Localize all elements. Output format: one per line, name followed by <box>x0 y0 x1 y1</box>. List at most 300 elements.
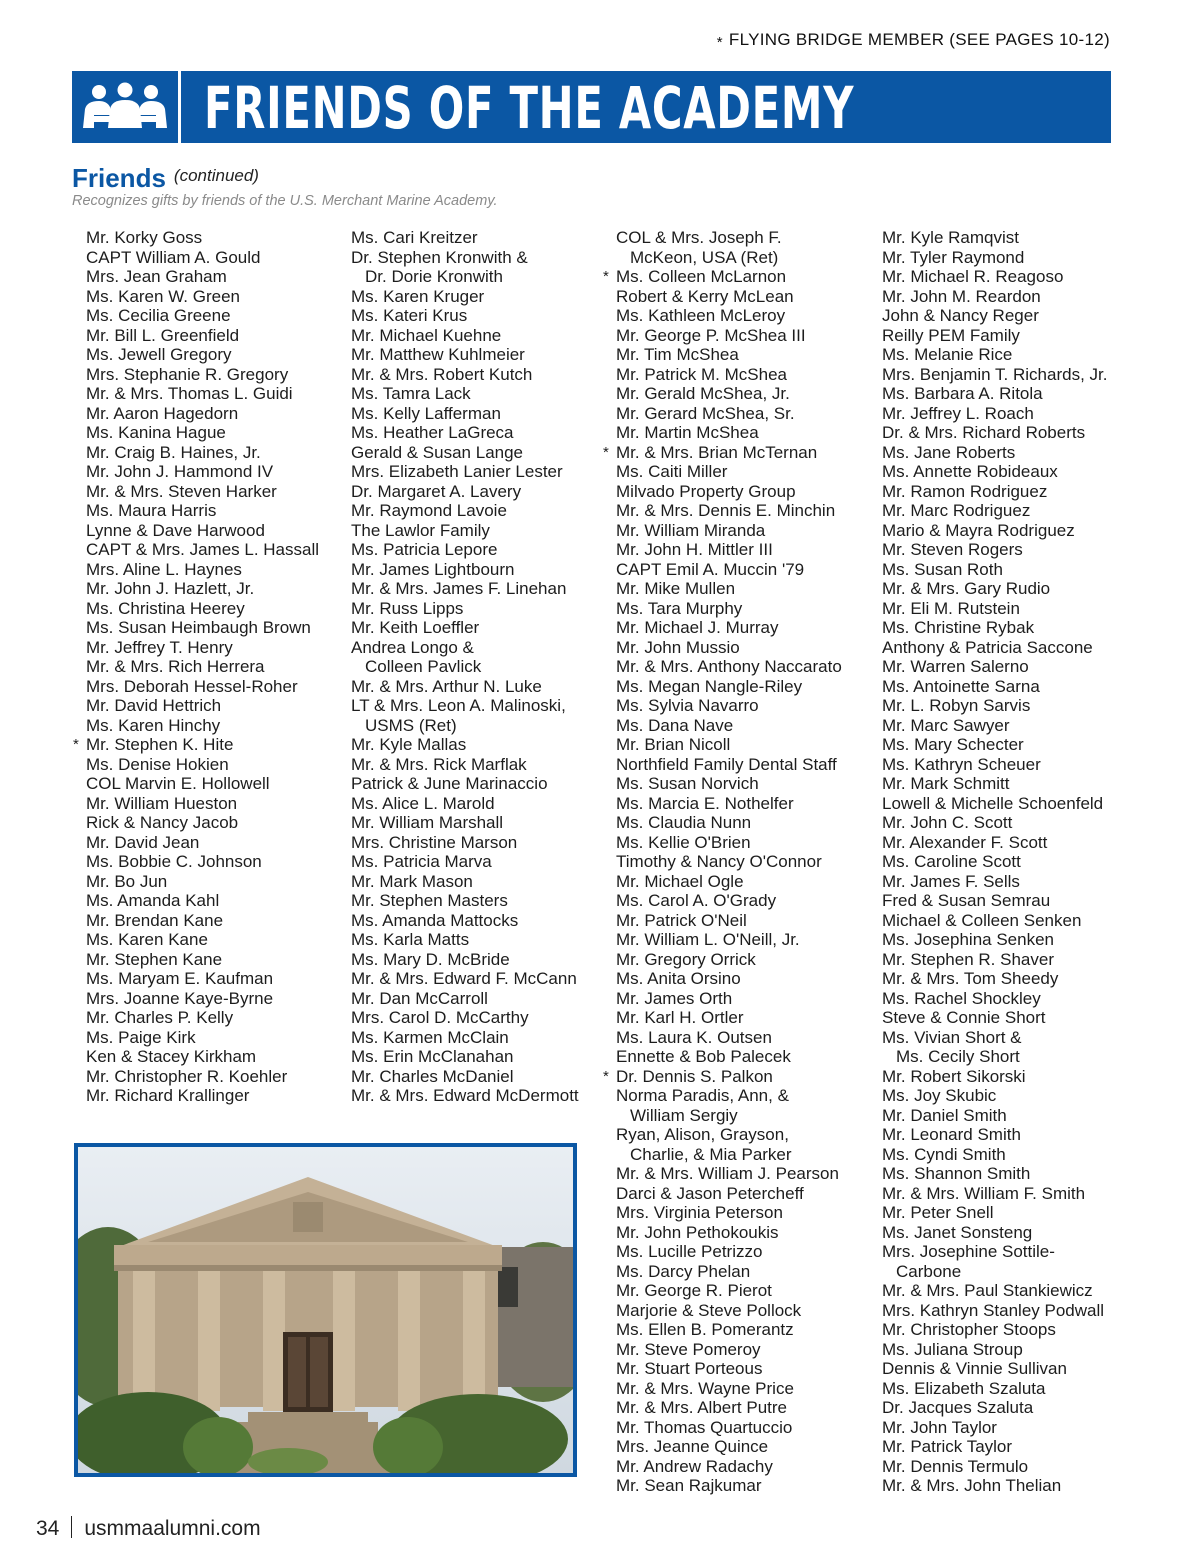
donor-name-text: Mr. Sean Rajkumar <box>616 1476 762 1495</box>
donor-name-text: CAPT & Mrs. James L. Hassall <box>86 540 320 559</box>
donor-name-text: Mr. Tim McShea <box>616 345 739 364</box>
donor-name-text: Mr. William L. O'Neill, Jr. <box>616 930 800 949</box>
donor-name-text: Mr. L. Robyn Sarvis <box>882 696 1031 715</box>
donor-name-text: Patrick & June Marinaccio <box>351 774 548 793</box>
donor-name <box>616 579 842 599</box>
donor-name <box>882 1106 1107 1126</box>
donor-name-text: Ennette & Bob Palecek <box>616 1047 791 1066</box>
donor-name-text: Mr. James Lightbourn <box>351 559 515 579</box>
footer-divider <box>71 1516 72 1538</box>
donor-name <box>86 755 319 775</box>
donor-name-text: Ms. Antoinette Sarna <box>882 676 1040 696</box>
donor-name <box>882 599 1107 619</box>
donor-name <box>86 560 319 580</box>
donor-name-text: Mr. John J. Hammond IV <box>86 462 274 481</box>
donor-name-text: Ms. Megan Nangle-Riley <box>616 676 803 696</box>
donor-name-text: Ms. Vivian Short & <box>882 1027 1022 1047</box>
donor-name-text: Mr. Stephen Masters <box>351 891 508 910</box>
donor-name <box>616 930 842 950</box>
group-of-people-icon <box>72 71 181 143</box>
donor-name-text: Mr. John J. Hazlett, Jr. <box>86 579 255 598</box>
donor-name-text: Mr. Patrick M. McShea <box>616 364 787 384</box>
donor-name <box>882 228 1107 248</box>
donor-name-text: Mr. Karl H. Ortler <box>616 1008 744 1027</box>
donor-name-text: Colleen Pavlick <box>365 657 482 676</box>
flying-bridge-marker: * <box>603 1067 609 1085</box>
donor-name-text: Ms. Kathleen McLeroy <box>616 306 786 325</box>
donor-name <box>86 716 319 736</box>
donor-name <box>616 911 842 931</box>
donor-name <box>86 813 319 833</box>
donor-name <box>616 1145 842 1165</box>
donor-name <box>616 872 842 892</box>
donor-name <box>351 1008 579 1028</box>
banner-title: FRIENDS OF THE ACADEMY <box>204 74 855 142</box>
donor-name-text: Mr. James Orth <box>616 988 733 1008</box>
donor-name-text: Michael & Colleen Senken <box>882 910 1082 930</box>
donor-name <box>351 813 579 833</box>
donor-name-text: Mr. & Mrs. William F. Smith <box>882 1183 1086 1203</box>
donor-name <box>86 911 319 931</box>
donor-name <box>351 989 579 1009</box>
donor-name-text: Ms. Josephina Senken <box>882 930 1054 949</box>
donor-name <box>882 384 1107 404</box>
donor-name-text: Mr. Stephen Kane <box>86 949 223 969</box>
donor-name-text: Ms. Juliana Stroup <box>882 1339 1023 1359</box>
donor-name <box>73 735 319 755</box>
donor-name-text: Ms. Janet Sonsteng <box>882 1222 1033 1242</box>
donor-name-text: Dr. & Mrs. Richard Roberts <box>882 423 1086 442</box>
donor-name-text: Mr. John Mussio <box>616 637 740 657</box>
donor-name-text: Northfield Family Dental Staff <box>616 754 837 774</box>
donor-name <box>882 579 1107 599</box>
donor-name <box>882 267 1107 287</box>
donor-name <box>616 599 842 619</box>
donor-name <box>882 365 1107 385</box>
donor-name-text: Mr. & Mrs. Edward F. McCann <box>351 969 577 988</box>
donor-name <box>882 969 1107 989</box>
donor-name-text: Mr. Leonard Smith <box>882 1125 1021 1144</box>
donor-name <box>616 521 842 541</box>
donor-name-text: Mrs. Virginia Peterson <box>616 1203 783 1222</box>
donor-name-text: Mr. & Mrs. Arthur N. Luke <box>351 676 542 696</box>
donor-name <box>882 618 1107 638</box>
donor-name-text: Ms. Rachel Shockley <box>882 988 1041 1008</box>
donor-name <box>86 1028 319 1048</box>
donor-name-text: Dr. Dorie Kronwith <box>365 267 503 286</box>
donor-name-text: Mr. Steven Rogers <box>882 540 1023 559</box>
section-continued-label: (continued) <box>173 166 259 185</box>
donor-name-text: Mr. Aaron Hagedorn <box>86 403 239 423</box>
donor-name <box>616 365 842 385</box>
donor-name <box>351 696 579 716</box>
donor-name <box>616 1203 842 1223</box>
donor-name-text: Ms. Karen Kane <box>86 930 208 949</box>
donor-name <box>882 462 1107 482</box>
flying-bridge-star: * <box>716 34 723 51</box>
donor-name <box>882 638 1107 658</box>
donor-name-text: Mr. Bo Jun <box>86 871 168 891</box>
donor-name <box>882 1223 1107 1243</box>
section-subtitle: Recognizes gifts by friends of the U.S. Merchant Marine Academy. <box>72 193 498 209</box>
donor-name <box>882 1184 1107 1204</box>
donor-name <box>882 1262 1107 1282</box>
donor-name <box>86 833 319 853</box>
donor-name-text: Mr. Stephen R. Shaver <box>882 949 1054 969</box>
donor-name <box>882 1398 1107 1418</box>
donor-name <box>86 872 319 892</box>
donor-name-text: Marjorie & Steve Pollock <box>616 1300 802 1320</box>
donor-name <box>882 501 1107 521</box>
donor-name <box>351 540 579 560</box>
donor-name <box>616 248 842 268</box>
donor-name-text: Ms. Karen W. Green <box>86 286 240 306</box>
donor-name <box>882 794 1107 814</box>
donor-name <box>351 833 579 853</box>
donor-name <box>616 969 842 989</box>
donor-name-text: Mr. & Mrs. Wayne Price <box>616 1378 794 1398</box>
donor-name-text: Ms. Alice L. Marold <box>351 793 495 813</box>
donor-name-text: Anthony & Patricia Saccone <box>882 637 1093 657</box>
section-heading <box>72 163 259 194</box>
donor-name <box>616 560 842 580</box>
donor-name <box>882 404 1107 424</box>
donor-name <box>351 657 579 677</box>
donor-name-text: Ms. Sylvia Navarro <box>616 696 759 715</box>
donor-name-text: Ms. Kateri Krus <box>351 306 468 325</box>
donor-name-text: Mr. Andrew Radachy <box>616 1456 773 1476</box>
donor-name-text: Mr. Eli M. Rutstein <box>882 598 1020 618</box>
donor-name <box>616 501 842 521</box>
donor-name-text: Reilly PEM Family <box>882 325 1020 345</box>
donor-name <box>882 852 1107 872</box>
donor-name-text: Mr. Tyler Raymond <box>882 247 1025 267</box>
donor-name <box>616 950 842 970</box>
donor-name-text: Mr. Jeffrey L. Roach <box>882 403 1034 423</box>
donor-name-text: Mrs. Carol D. McCarthy <box>351 1008 529 1027</box>
donor-name <box>616 404 842 424</box>
donor-name-text: Mr. John C. Scott <box>882 813 1013 832</box>
donor-name-text: Mrs. Deborah Hessel-Roher <box>86 676 298 696</box>
donor-name <box>882 1418 1107 1438</box>
donor-name-text: Ms. Marcia E. Nothelfer <box>616 793 794 813</box>
donor-name <box>616 618 842 638</box>
donor-name <box>616 1086 842 1106</box>
flying-bridge-marker: * <box>603 443 609 461</box>
donor-name <box>882 482 1107 502</box>
donor-name-text: Ms. Cecilia Greene <box>86 306 231 325</box>
donor-name-text: Ms. Caroline Scott <box>882 852 1021 871</box>
donor-name-text: Mr. Michael J. Murray <box>616 618 779 637</box>
donor-name <box>603 267 842 287</box>
donor-name <box>882 345 1107 365</box>
donor-name <box>86 1008 319 1028</box>
donor-name-text: Ms. Jewell Gregory <box>86 345 232 364</box>
donor-name-text: Mr. Korky Goss <box>86 228 203 247</box>
donor-name <box>351 482 579 502</box>
donor-name <box>86 794 319 814</box>
donor-name <box>86 306 319 326</box>
donor-name <box>351 306 579 326</box>
donor-name <box>882 1320 1107 1340</box>
donor-name <box>86 228 319 248</box>
donor-name-text: Ms. Mary Schecter <box>882 735 1024 754</box>
donor-name <box>351 1086 579 1106</box>
donor-name <box>616 345 842 365</box>
donor-name <box>351 872 579 892</box>
donor-name <box>351 599 579 619</box>
donor-name-text: Ms. Kanina Hague <box>86 423 226 442</box>
donor-name <box>351 228 579 248</box>
donor-name-text: Ms. Dana Nave <box>616 715 734 735</box>
donor-name-text: Mr. Steve Pomeroy <box>616 1339 761 1359</box>
donor-name <box>882 326 1107 346</box>
donor-name <box>86 462 319 482</box>
donor-name <box>616 287 842 307</box>
donor-name-text: Ms. Bobbie C. Johnson <box>86 852 262 871</box>
donor-name-text: Mr. Marc Sawyer <box>882 715 1010 735</box>
donor-name-text: Mr. & Mrs. Edward McDermott <box>351 1086 579 1105</box>
donor-name-text: Ms. Carol A. O'Grady <box>616 891 777 910</box>
donor-name <box>86 1047 319 1067</box>
donor-name <box>351 677 579 697</box>
donor-name-text: Mr. Patrick O'Neil <box>616 910 747 930</box>
donor-name-text: Mr. Bill L. Greenfield <box>86 325 240 345</box>
donor-name-text: Mr. & Mrs. Rich Herrera <box>86 657 265 676</box>
donor-name <box>86 677 319 697</box>
donor-name-text: Mr. Charles McDaniel <box>351 1066 514 1086</box>
donor-name <box>351 404 579 424</box>
donor-name-text: Ms. Jane Roberts <box>882 442 1016 462</box>
donor-name-text: Mr. John H. Mittler III <box>616 540 773 559</box>
donor-name <box>882 950 1107 970</box>
donor-name-text: Lynne & Dave Harwood <box>86 520 265 540</box>
donor-column-1 <box>73 228 320 1106</box>
donor-name-text: Mr. Gerard McShea, Sr. <box>616 403 795 423</box>
donor-name <box>616 1379 842 1399</box>
donor-name-text: Mrs. Benjamin T. Richards, Jr. <box>882 364 1108 384</box>
donor-name-text: Ms. Maura Harris <box>86 501 217 520</box>
donor-name-text: Mr. & Mrs. Paul Stankiewicz <box>882 1281 1093 1300</box>
donor-name <box>351 930 579 950</box>
donor-name <box>882 872 1107 892</box>
donor-name <box>882 696 1107 716</box>
donor-name-text: Ms. Annette Robideaux <box>882 462 1058 481</box>
donor-name-text: Ms. Laura K. Outsen <box>616 1027 772 1047</box>
donor-name <box>86 950 319 970</box>
donor-name <box>616 1281 842 1301</box>
donor-name <box>882 1203 1107 1223</box>
donor-name <box>616 1398 842 1418</box>
donor-name <box>882 1379 1107 1399</box>
donor-name <box>882 443 1107 463</box>
donor-name-text: Mr. Michael Kuehne <box>351 325 502 345</box>
donor-name <box>86 696 319 716</box>
donor-name <box>616 1340 842 1360</box>
flying-bridge-note-text: FLYING BRIDGE MEMBER (SEE PAGES 10-12) <box>728 30 1110 49</box>
donor-name <box>86 521 319 541</box>
donor-name <box>882 716 1107 736</box>
donor-name-text: Mr. Alexander F. Scott <box>882 832 1048 852</box>
donor-name-text: Mr. Brendan Kane <box>86 910 224 930</box>
donor-name <box>86 891 319 911</box>
donor-name <box>882 1437 1107 1457</box>
donor-name <box>86 989 319 1009</box>
donor-name-text: Ms. Melanie Rice <box>882 345 1013 364</box>
donor-name-text: Ms. Susan Heimbaugh Brown <box>86 618 311 637</box>
donor-name-text: Dennis & Vinnie Sullivan <box>882 1359 1067 1378</box>
donor-name <box>86 1067 319 1087</box>
donor-name-text: Dr. Jacques Szaluta <box>882 1398 1034 1417</box>
donor-name <box>616 540 842 560</box>
donor-name-text: Mr. Marc Rodriguez <box>882 501 1031 520</box>
donor-name-text: Mr. Christopher Stoops <box>882 1320 1056 1339</box>
donor-name-text: Ms. Claudia Nunn <box>616 813 752 832</box>
section-banner <box>72 71 1111 143</box>
donor-name-text: Mr. David Hettrich <box>86 696 222 715</box>
donor-name <box>351 267 579 287</box>
donor-name <box>351 891 579 911</box>
donor-name <box>603 442 842 463</box>
donor-name <box>616 228 842 248</box>
donor-name-text: Gerald & Susan Lange <box>351 442 524 462</box>
donor-name <box>86 326 319 346</box>
donor-column-3 <box>603 228 842 1496</box>
donor-name-text: Ms. Amanda Kahl <box>86 891 220 910</box>
donor-name <box>882 1086 1107 1106</box>
donor-name-text: Mr. Stuart Porteous <box>616 1359 763 1378</box>
donor-name <box>616 1242 842 1262</box>
donor-name-text: Mrs. Christine Marson <box>351 832 518 852</box>
donor-name-text: Ms. Kellie O'Brien <box>616 832 751 852</box>
donor-name <box>86 404 319 424</box>
donor-name <box>616 1008 842 1028</box>
donor-name <box>351 287 579 307</box>
donor-name-text: Mario & Mayra Rodriguez <box>882 520 1075 540</box>
donor-name <box>616 989 842 1009</box>
donor-name <box>616 1125 842 1145</box>
donor-name-text: Mr. William Miranda <box>616 520 766 540</box>
donor-name <box>882 891 1107 911</box>
donor-name <box>616 1106 842 1126</box>
donor-name-text: Mr. William Marshall <box>351 813 504 832</box>
donor-name-text: Ms. Cari Kreitzer <box>351 228 478 247</box>
donor-name-text: McKeon, USA (Ret) <box>630 247 779 267</box>
donor-name <box>351 384 579 404</box>
donor-name-text: Mr. & Mrs. John Thelian <box>882 1476 1062 1495</box>
donor-name <box>86 1086 319 1106</box>
donor-name <box>882 1145 1107 1165</box>
donor-name-text: Mrs. Jean Graham <box>86 267 227 286</box>
donor-name <box>616 1301 842 1321</box>
donor-name-text: Mr. & Mrs. Anthony Naccarato <box>616 657 842 676</box>
donor-name-text: Mr. Raymond Lavoie <box>351 501 507 520</box>
donor-name <box>882 657 1107 677</box>
donor-name-text: Ms. Karmen McClain <box>351 1027 509 1047</box>
donor-name <box>351 521 579 541</box>
donor-name-text: Mr. Warren Salerno <box>882 657 1029 676</box>
donor-name <box>882 560 1107 580</box>
donor-name <box>882 735 1107 755</box>
donor-name-text: Mr. Gregory Orrick <box>616 949 756 969</box>
donor-name <box>882 774 1107 794</box>
donor-name <box>882 833 1107 853</box>
donor-name-text: Ms. Mary D. McBride <box>351 949 510 969</box>
donor-name <box>86 579 319 599</box>
donor-name-text: Mr. Stephen K. Hite <box>86 735 234 754</box>
donor-name-text: Ms. Cecily Short <box>896 1047 1020 1066</box>
donor-name <box>616 1359 842 1379</box>
donor-name-text: Mr. Michael R. Reagoso <box>882 267 1064 286</box>
donor-name-text: Dr. Dennis S. Palkon <box>616 1066 773 1086</box>
donor-name-text: Timothy & Nancy O'Connor <box>616 852 822 871</box>
donor-name-text: Mr. John M. Reardon <box>882 286 1041 306</box>
donor-name-text: Ms. Joy Skubic <box>882 1086 997 1105</box>
donor-name-text: Ms. Tara Murphy <box>616 598 743 618</box>
donor-name <box>351 1028 579 1048</box>
donor-name <box>616 852 842 872</box>
donor-name-text: Ms. Tamra Lack <box>351 384 471 403</box>
donor-name-text: Mr. Charles P. Kelly <box>86 1008 234 1027</box>
donor-name <box>882 248 1107 268</box>
donor-name <box>351 326 579 346</box>
donor-name <box>86 423 319 443</box>
donor-name <box>616 657 842 677</box>
donor-name-text: CAPT Emil A. Muccin '79 <box>616 559 805 579</box>
donor-name-text: Mr. Kyle Ramqvist <box>882 228 1019 247</box>
donor-name-text: Mrs. Aline L. Haynes <box>86 559 242 579</box>
donor-name <box>351 1047 579 1067</box>
donor-name <box>882 813 1107 833</box>
donor-name <box>351 501 579 521</box>
donor-name-text: Ms. Caiti Miller <box>616 462 728 481</box>
donor-name-text: Mr. Dan McCarroll <box>351 988 488 1008</box>
donor-name <box>86 657 319 677</box>
donor-name <box>616 1418 842 1438</box>
donor-name-text: Mr. Robert Sikorski <box>882 1066 1026 1086</box>
donor-name <box>616 1262 842 1282</box>
donor-name-text: Dr. Margaret A. Lavery <box>351 481 522 501</box>
donor-name-text: Lowell & Michelle Schoenfeld <box>882 793 1104 813</box>
donor-name <box>882 911 1107 931</box>
donor-name-text: Mr. Peter Snell <box>882 1203 994 1222</box>
donor-name-text: Mr. Michael Ogle <box>616 871 744 891</box>
donor-name <box>351 579 579 599</box>
donor-name <box>882 1125 1107 1145</box>
donor-name <box>351 365 579 385</box>
donor-name-text: Ms. Lucille Petrizzo <box>616 1242 763 1261</box>
donor-name <box>351 423 579 443</box>
donor-name <box>616 677 842 697</box>
donor-name <box>882 1359 1107 1379</box>
donor-name <box>351 794 579 814</box>
donor-name-text: Mr. John Pethokoukis <box>616 1222 779 1242</box>
donor-name <box>351 969 579 989</box>
donor-name <box>86 287 319 307</box>
donor-name-text: Ms. Colleen McLarnon <box>616 267 787 286</box>
donor-name-text: CAPT William A. Gould <box>86 247 261 267</box>
donor-name-text: Ms. Kathryn Scheuer <box>882 754 1041 774</box>
donor-name-text: Ms. Christina Heerey <box>86 598 245 618</box>
donor-name-text: Ms. Susan Roth <box>882 559 1003 579</box>
donor-name-text: Mr. David Jean <box>86 832 200 852</box>
donor-name-text: Carbone <box>896 1261 962 1281</box>
section-title: Friends <box>72 163 166 193</box>
donor-name-text: Ms. Ellen B. Pomerantz <box>616 1320 794 1339</box>
donor-name-text: Ms. Heather LaGreca <box>351 423 514 442</box>
donor-name-text: Mr. Mike Mullen <box>616 579 736 598</box>
donor-name-text: Mr. & Mrs. Steven Harker <box>86 481 277 501</box>
